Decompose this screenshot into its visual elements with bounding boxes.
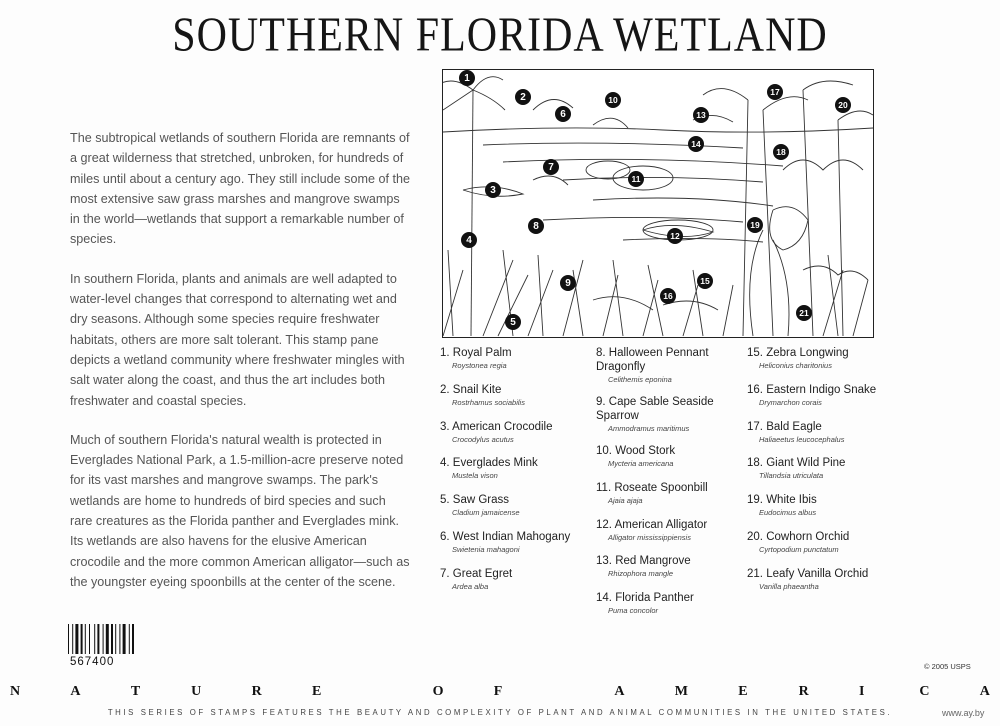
svg-text:2: 2 (520, 92, 526, 104)
svg-text:8: 8 (533, 221, 539, 233)
species-key-illustration (442, 69, 874, 338)
species-common-name (596, 554, 744, 568)
species-entry (440, 567, 590, 604)
species-entry (440, 530, 590, 567)
paragraph-2: In southern Florida, plants and animals are well adapted to water-level changes that correspond to alternating wet and dry seasons. Although some species require freshwater habitats, others are more salt tolerant. This stamp pane depicts a wetland community where freshwater mingles with salt water along the coast, and thus the art includes both freshwater and coastal species. (70, 271, 405, 408)
species-number: 2. (440, 383, 450, 396)
species-scientific-name: Tillandsia utriculata (759, 471, 824, 481)
key-marker-8 (528, 218, 544, 234)
key-marker-12 (667, 228, 683, 244)
species-name: Cowhorn Orchid (766, 530, 850, 543)
key-marker-21 (796, 305, 812, 321)
species-entry (440, 456, 590, 493)
species-scientific-name: Rhizophora mangle (608, 569, 674, 579)
species-entry (596, 346, 744, 395)
species-name: Florida Panther (615, 592, 694, 605)
species-common-name (747, 530, 877, 544)
svg-text:1: 1 (464, 73, 470, 85)
series-letter: T (130, 684, 141, 699)
copyright-notice: © 2005 USPS (924, 662, 971, 671)
svg-text:9: 9 (565, 278, 571, 290)
species-entry (596, 444, 744, 481)
svg-text:6: 6 (560, 109, 566, 121)
species-entry (596, 518, 744, 555)
species-name: Giant Wild Pine (766, 457, 846, 470)
species-scientific-name: Mycteria americana (608, 459, 674, 468)
species-number: 14. (596, 592, 612, 605)
species-entry (747, 493, 877, 530)
key-marker-9 (560, 275, 576, 291)
species-entry (596, 481, 744, 518)
species-number: 6. (440, 530, 450, 543)
species-number: 17. (747, 420, 763, 433)
svg-text:16: 16 (663, 291, 673, 302)
series-letter (372, 684, 382, 700)
species-common-name (440, 530, 590, 544)
series-letter: R (251, 684, 262, 699)
barcode-image (68, 624, 154, 654)
svg-text:7: 7 (548, 162, 554, 174)
species-scientific-name: Eudocimus albus (759, 508, 817, 518)
intro-text (70, 128, 410, 611)
key-marker-5 (505, 314, 521, 330)
species-scientific-name: Roystonea regia (452, 361, 507, 370)
svg-text:12: 12 (670, 231, 680, 242)
species-common-name (596, 591, 744, 605)
species-common-name (440, 493, 590, 507)
series-letter: R (798, 684, 809, 699)
svg-text:17: 17 (770, 87, 780, 98)
species-entry (596, 591, 744, 628)
page-title: SOUTHERN FLORIDA WETLAND (172, 9, 828, 63)
species-number: 8. (596, 347, 606, 359)
key-marker-7 (543, 159, 559, 175)
species-name: Wood Stork (615, 445, 676, 457)
species-number: 1. (440, 347, 450, 359)
key-marker-4 (461, 232, 477, 248)
species-entry (596, 554, 744, 591)
species-name: Leafy Vanilla Orchid (766, 567, 869, 580)
species-common-name (440, 567, 590, 581)
species-common-name (747, 456, 877, 470)
species-number: 11. (596, 481, 612, 494)
key-marker-17 (767, 84, 783, 100)
species-name: Roseate Spoonbill (614, 481, 708, 494)
species-number: 5. (440, 494, 450, 507)
key-marker-16 (660, 288, 676, 304)
key-marker-18 (773, 144, 789, 160)
species-number: 20. (747, 530, 763, 543)
species-common-name (747, 346, 877, 360)
species-common-name (440, 383, 590, 397)
species-scientific-name: Cyrtopodium punctatum (759, 544, 839, 554)
species-legend-column-3 (747, 346, 877, 604)
key-marker-13 (693, 107, 709, 123)
species-common-name (596, 346, 744, 374)
species-common-name (440, 420, 590, 434)
species-common-name (440, 456, 590, 470)
series-letter: F (493, 684, 503, 699)
species-number: 3. (440, 420, 450, 433)
paragraph-3: Much of southern Florida's natural wealth is protected in Everglades National Park, a 1.5-million-acre preserve noted for its vast marshes and mangrove swamps. The park's wetlands are home to hundreds of bird species and such rare creatures as the Florida panther and Everglades mink. Its wetlands are also havens for the elusive American crocodile and the more common American alligator—such as the youngster eyeing spoonbills at the center of the scene. (70, 432, 410, 589)
species-scientific-name: Rostrhamus sociabilis (452, 397, 525, 407)
key-line-drawing (443, 70, 873, 337)
svg-text:19: 19 (750, 220, 760, 231)
key-marker-2 (515, 89, 531, 105)
paragraph-1: The subtropical wetlands of southern Florida are remnants of a great wilderness that stretched, unbroken, for hundreds of miles until about a century ago. They still include some of the most extensive saw grass marshes and mangrove swamps in the world—wetlands that support a remarkable number of species. (70, 131, 410, 247)
species-name: Great Egret (452, 567, 513, 580)
key-marker-6 (555, 106, 571, 122)
species-number: 19. (747, 494, 763, 507)
svg-text:14: 14 (691, 139, 701, 150)
svg-text:5: 5 (510, 317, 516, 329)
series-letter: A (979, 684, 990, 699)
key-marker-19 (747, 217, 763, 233)
watermark: www.ay.by (942, 708, 985, 718)
series-letter: I (859, 684, 865, 699)
species-entry (747, 346, 877, 383)
species-common-name (596, 481, 744, 495)
species-scientific-name: Ardea alba (452, 581, 489, 591)
species-common-name (440, 346, 590, 360)
key-marker-20 (835, 97, 851, 113)
species-name: Eastern Indigo Snake (766, 383, 877, 396)
species-name: Saw Grass (452, 494, 510, 507)
species-name: Red Mangrove (615, 555, 691, 568)
species-scientific-name: Heliconius charitonius (759, 361, 832, 370)
series-letter: A (70, 684, 81, 699)
species-common-name (596, 444, 744, 458)
species-scientific-name: Puma concolor (608, 606, 659, 616)
species-name: American Crocodile (452, 420, 553, 433)
series-letter: C (919, 684, 930, 699)
species-number: 15. (747, 347, 763, 359)
species-name: Zebra Longwing (766, 347, 849, 359)
species-number: 18. (747, 457, 763, 470)
svg-text:21: 21 (799, 308, 809, 319)
species-scientific-name: Drymarchon corais (759, 397, 822, 407)
species-scientific-name: Haliaeetus leucocephalus (759, 434, 845, 444)
key-marker-3 (485, 182, 501, 198)
species-entry (596, 395, 744, 444)
species-common-name (596, 395, 744, 423)
species-name: American Alligator (614, 518, 708, 531)
svg-text:10: 10 (608, 95, 618, 106)
svg-text:3: 3 (490, 185, 496, 197)
species-name: Bald Eagle (766, 420, 822, 433)
species-common-name (596, 518, 744, 532)
species-common-name (747, 567, 877, 581)
species-scientific-name: Ammodramus maritimus (608, 424, 690, 433)
series-letter: O (432, 684, 444, 699)
species-scientific-name: Vanilla phaeantha (759, 581, 819, 591)
species-entry (440, 420, 590, 457)
species-number: 9. (596, 396, 606, 408)
species-name: Halloween Pennant Dragonfly (596, 347, 709, 373)
key-marker-15 (697, 273, 713, 289)
species-name: Snail Kite (452, 383, 502, 396)
species-scientific-name: Mustela vison (452, 471, 498, 481)
species-entry (747, 420, 877, 457)
species-scientific-name: Crocodylus acutus (452, 434, 514, 444)
species-entry (440, 493, 590, 530)
key-marker-11 (628, 171, 644, 187)
species-name: Everglades Mink (452, 457, 538, 470)
species-legend-column-1 (440, 346, 590, 604)
series-name-nature-of-america (10, 684, 990, 700)
series-letter: E (738, 684, 748, 699)
species-common-name (747, 420, 877, 434)
key-marker-1 (459, 70, 475, 86)
species-name: White Ibis (766, 494, 817, 507)
series-letter: E (311, 684, 322, 699)
series-tagline: THIS SERIES OF STAMPS FEATURES THE BEAUTY AND COMPLEXITY OF PLANT AND ANIMAL COMMUNITIES IN THE UNITED STATES. (107, 708, 893, 717)
species-entry (747, 567, 877, 604)
species-scientific-name: Cladium jamaicense (452, 508, 520, 518)
series-letter (554, 684, 564, 700)
species-scientific-name: Celithemis eponina (608, 375, 672, 384)
species-common-name (747, 493, 877, 507)
species-number: 13. (596, 555, 612, 568)
series-letter: A (614, 684, 625, 699)
svg-text:20: 20 (838, 100, 848, 111)
species-entry (747, 456, 877, 493)
key-marker-10 (605, 92, 621, 108)
species-number: 7. (440, 567, 450, 580)
species-name: Royal Palm (452, 347, 512, 359)
species-scientific-name: Alligator mississippiensis (608, 532, 691, 542)
species-entry (440, 346, 590, 383)
species-number: 16. (747, 383, 763, 396)
series-letter: N (10, 684, 21, 699)
species-entry (747, 383, 877, 420)
species-scientific-name: Swietenia mahagoni (452, 544, 520, 554)
barcode-number: 567400 (70, 656, 115, 668)
species-number: 4. (440, 457, 450, 470)
species-common-name (747, 383, 877, 397)
svg-text:15: 15 (700, 276, 710, 287)
svg-text:4: 4 (466, 235, 472, 247)
svg-text:13: 13 (696, 110, 706, 121)
species-name: Cape Sable Seaside Sparrow (596, 396, 714, 422)
species-name: West Indian Mahogany (452, 530, 571, 543)
species-legend-column-2 (596, 346, 744, 628)
svg-text:18: 18 (776, 147, 786, 158)
key-marker-14 (688, 136, 704, 152)
series-letter: U (191, 684, 202, 699)
species-number: 12. (596, 518, 612, 531)
species-number: 21. (747, 567, 763, 580)
series-letter: M (674, 684, 688, 699)
species-entry (747, 530, 877, 567)
species-number: 10. (596, 445, 612, 457)
species-scientific-name: Ajaia ajaja (608, 495, 643, 505)
species-entry (440, 383, 590, 420)
svg-text:11: 11 (631, 174, 641, 185)
